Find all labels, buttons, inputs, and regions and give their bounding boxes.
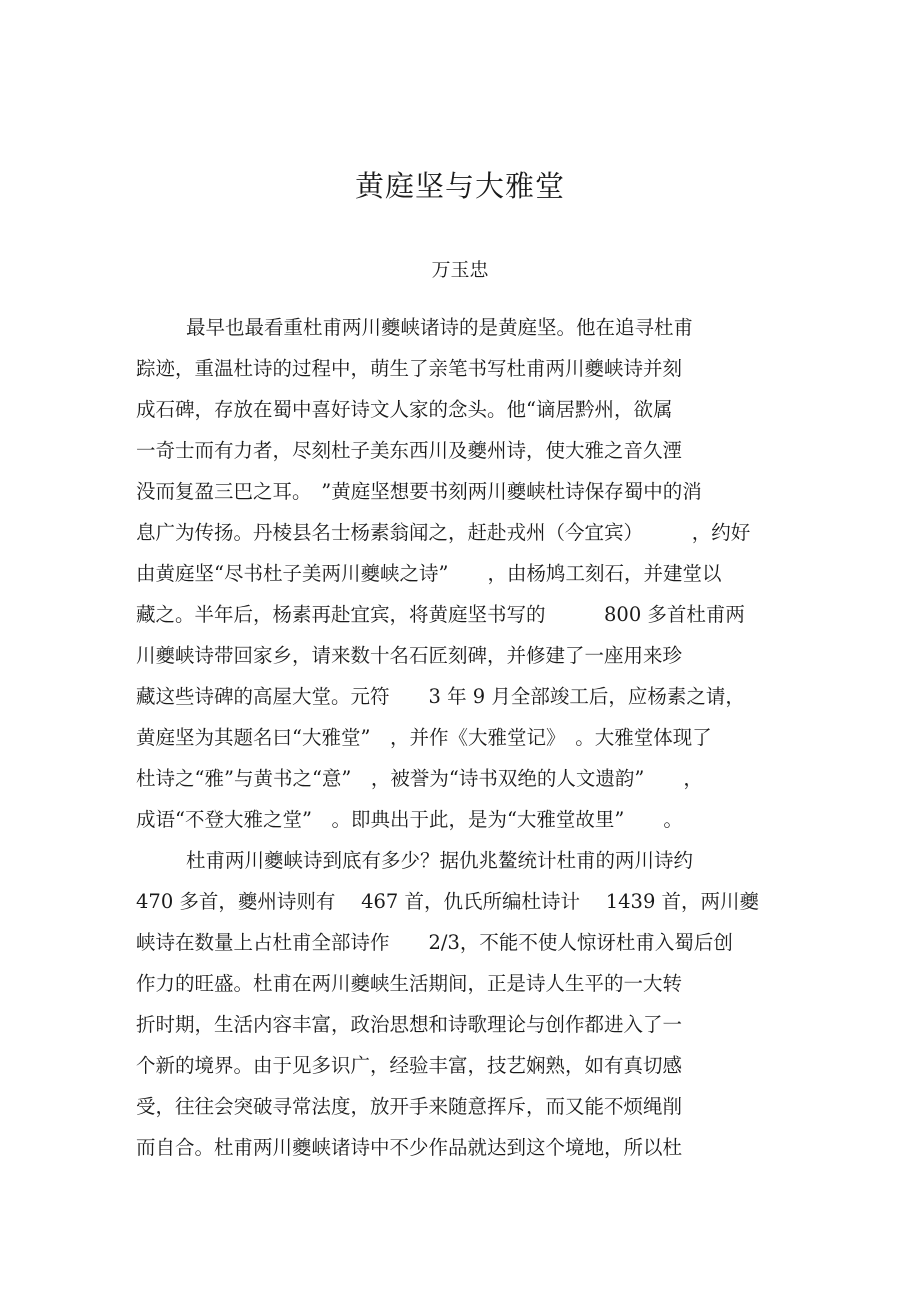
paragraph-1-line-12: 杜诗之“雅”与黄书之“意” ，被誉为“诗书双绝的人文遗韵” ，	[136, 767, 703, 790]
paragraph-2-line-4: 作力的旺盛。杜甫在两川夔峡生活期间，正是诗人生平的一大转	[136, 972, 683, 995]
paragraph-1-line-4: 一奇士而有力者，尽刻杜子美东西川及夔州诗，使大雅之音久湮	[136, 439, 683, 462]
paragraph-1-line-9: 川夔峡诗带回家乡，请来数十名石匠刻碑，并修建了一座用来珍	[136, 644, 683, 667]
paragraph-1-line-10: 藏这些诗碑的高屋大堂。元符 3 年 9 月全部竣工后，应杨素之请，	[136, 685, 745, 708]
paragraph-2-line-2: 470 多首，夔州诗则有 467 首，仇氏所编杜诗计 1439 首，两川夔	[136, 890, 760, 913]
paragraph-2-line-8: 而自合。杜甫两川夔峡诸诗中不少作品就达到这个境地，所以杜	[136, 1136, 683, 1159]
document-title: 黄庭坚与大雅堂	[354, 169, 565, 203]
paragraph-2-line-1: 杜甫两川夔峡诗到底有多少？据仇兆鳌统计杜甫的两川诗约	[186, 849, 694, 872]
paragraph-1-line-7: 由黄庭坚“尽书杜子美两川夔峡之诗” ，由杨鸠工刻石，并建堂以	[136, 562, 722, 585]
paragraph-2-line-7: 受，往往会突破寻常法度，放开手来随意挥斥，而又能不烦绳削	[136, 1095, 683, 1118]
paragraph-1-line-3: 成石碑，存放在蜀中喜好诗文人家的念头。他“谪居黔州，欲属	[136, 398, 673, 421]
paragraph-1-line-1: 最早也最看重杜甫两川夔峡诸诗的是黄庭坚。他在追寻杜甫	[186, 316, 694, 339]
paragraph-1-line-5: 没而复盈三巴之耳。 ”黄庭坚想要书刻两川夔峡杜诗保存蜀中的消	[136, 480, 702, 503]
paragraph-1-line-13: 成语“不登大雅之堂” 。即典出于此，是为“大雅堂故里” 。	[136, 808, 683, 831]
paragraph-2-line-6: 个新的境界。由于见多识广，经验丰富，技艺娴熟，如有真切感	[136, 1054, 683, 1077]
document-author: 万玉忠	[431, 259, 489, 281]
paragraph-1-line-8: 藏之。半年后，杨素再赴宜宾，将黄庭坚书写的 800 多首杜甫两	[136, 603, 745, 626]
paragraph-1-line-6: 息广为传扬。丹棱县名士杨素翁闻之，赶赴戎州（今宜宾） ，约好	[136, 521, 751, 544]
paragraph-1-line-11: 黄庭坚为其题名曰“大雅堂” ，并作《大雅堂记》 。大雅堂体现了	[136, 726, 712, 749]
paragraph-2-line-5: 折时期，生活内容丰富，政治思想和诗歌理论与创作都进入了一	[136, 1013, 683, 1036]
paragraph-2-line-3: 峡诗在数量上占杜甫全部诗作 2/3，不能不使人惊讶杜甫入蜀后创	[136, 931, 733, 954]
paragraph-1-line-2: 踪迹，重温杜诗的过程中，萌生了亲笔书写杜甫两川夔峡诗并刻	[136, 357, 683, 380]
